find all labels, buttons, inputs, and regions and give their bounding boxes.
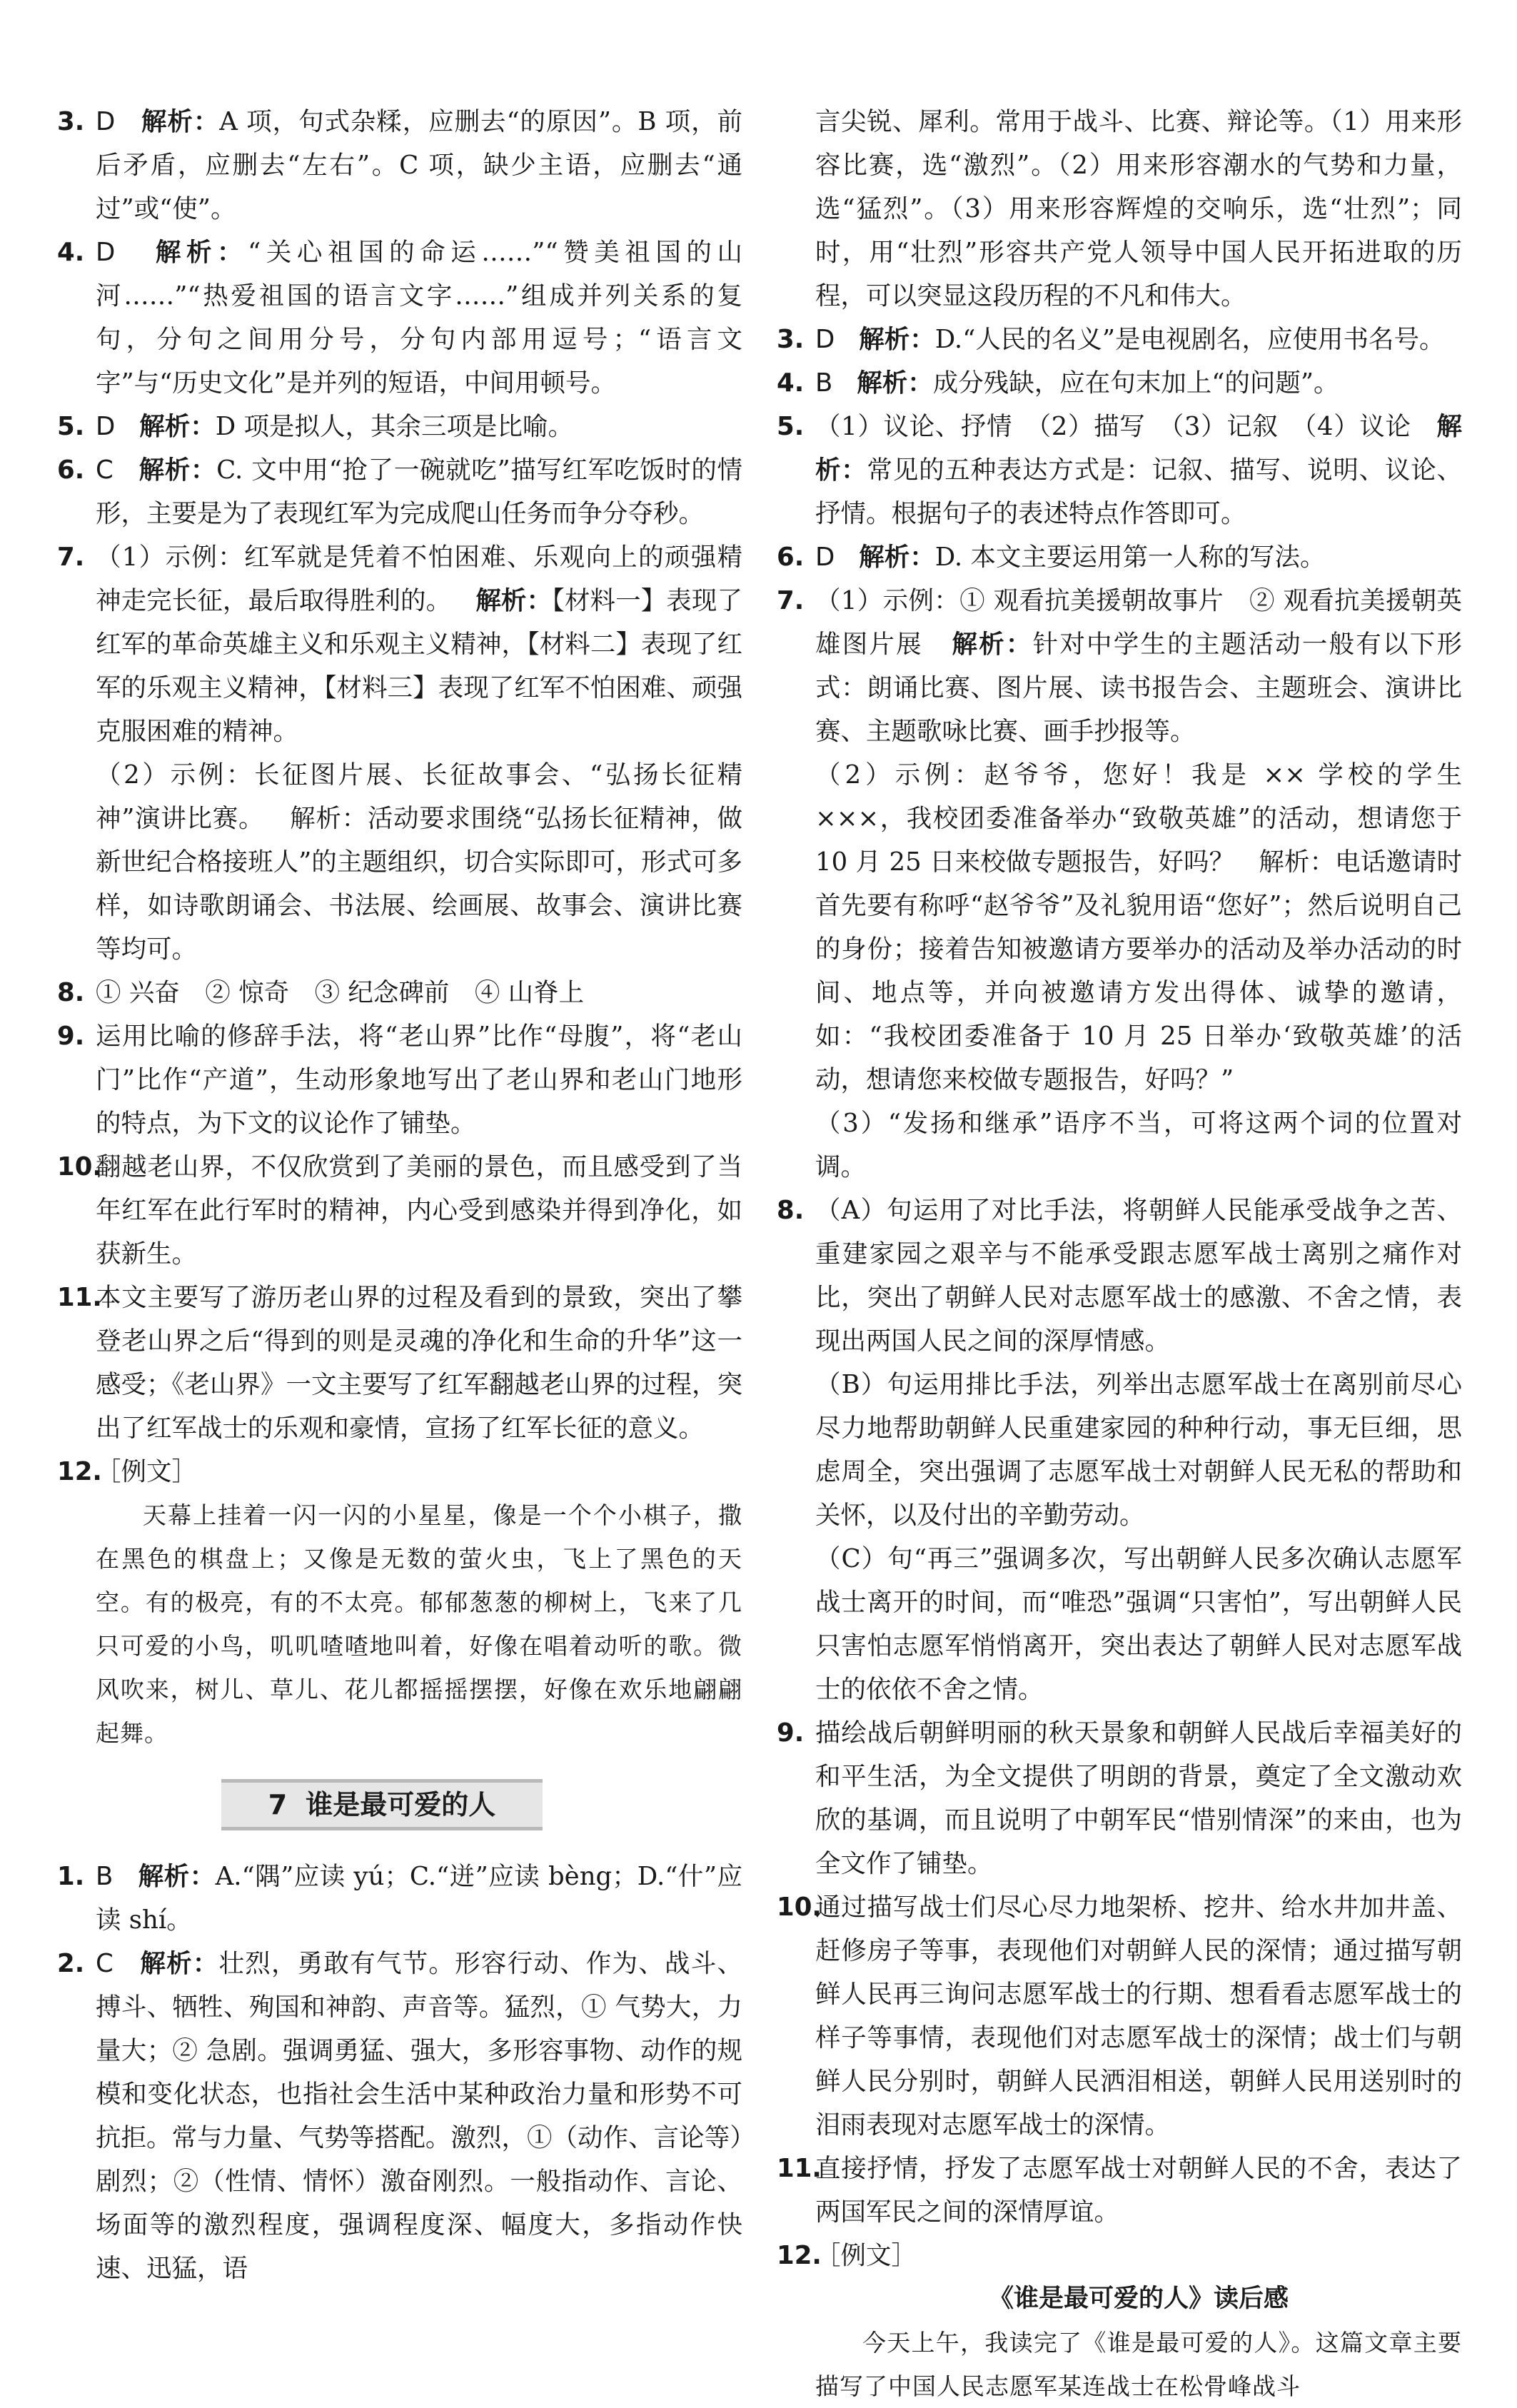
section-title: 谁是最可爱的人 [306,1789,496,1820]
item-number: 7. [57,543,85,572]
answer-s7-9 [777,1711,1462,1885]
part2-analysis: 电话邀请时首先要有称呼“赵爷爷”及礼貌用语“您好”；然后说明自己的身份；接着告知被邀请方要举办的活动及举办活动的时间、地点等，并向被邀请方发出得体、诚挚的邀请，如：“我校团委准备于 10 月 25 日举办‘致敬英雄’的活动，想请您来校做专题报告，好吗？” [815,847,1462,1094]
section-heading [221,1779,543,1830]
right-column [777,100,1462,2408]
answer-s7-11 [777,2147,1462,2234]
part-b-text: （B）句运用排比手法，列举出志愿军战士在离别前尽心尽力地帮助朝鲜人民重建家园的种种行动，事无巨细，思虑周全，突出强调了志愿军战士对朝鲜人民无私的帮助和关怀，以及付出的辛勤劳动。 [815,1370,1462,1530]
analysis-text: D 项是拟人，其余三项是比喻。 [215,412,573,441]
answer-9 [57,1014,742,1145]
answer-letter: D [96,238,116,267]
item-number: 8. [57,978,85,1007]
analysis-label: 解析： [140,1949,219,1978]
answer-10 [57,1145,742,1276]
item-number: 4. [777,368,805,398]
answer-s7-4 [777,361,1462,405]
part2-analysis: 活动要求围绕“弘扬长征精神，做新世纪合格接班人”的主题组织，切合实际即可，形式可多样，如诗歌朗诵会、书法展、绘画展、故事会、演讲比赛等均可。 [96,804,742,964]
analysis-text: C. 文中用“抢了一碗就吃”描写红军吃饭时的情形，主要是为了表现红军为完成爬山任务而争分夺秒。 [96,455,742,528]
analysis-label: 解析： [138,455,217,485]
item-number: 4. [57,238,85,267]
answer-11 [57,1276,742,1450]
analysis-text: “关心祖国的命运……”“赞美祖国的山河……”“热爱祖国的语言文字……”组成并列关系的复句，分句之间用分号，分句内部用逗号；“语言文字”与“历史文化”是并列的短语，中间用顿号。 [96,238,742,398]
item-number: 8. [777,1196,805,1225]
answer-text: 运用比喻的修辞手法，将“老山界”比作“母腹”，将“老山门”比作“产道”，生动形象地写出了老山界和老山门地形的特点，为下文的议论作了铺垫。 [96,1022,742,1138]
example-label: ［例文］ [96,1457,198,1486]
part3-text: （3）“发扬和继承”语序不当，可将这两个词的位置对调。 [815,1109,1462,1182]
analysis-label: 解析： [139,412,216,441]
part2-text: （2）示例：长征图片展、长征故事会、“弘扬长征精神”演讲比赛。 [96,760,742,833]
analysis-label: 解析： [290,804,368,833]
answer-s7-8-c [777,1537,1462,1711]
analysis-label: 解析： [141,107,220,136]
example-label: ［例文］ [815,2241,917,2270]
analysis-text: A.“隅”应读 yú；C.“迸”应读 bèng；D.“什”应读 shí。 [96,1862,742,1935]
item-number: 11. [777,2154,822,2183]
item-number: 1. [57,1862,85,1891]
answer-text: （1）议论、抒情 （2）描写 （3）记叙 （4）议论 [815,412,1411,441]
answer-s7-10 [777,1885,1462,2147]
analysis-label: 解析： [475,586,553,615]
answer-s7-2-continued [777,100,1462,318]
answer-3 [57,100,742,231]
item-number: 6. [777,543,805,572]
answer-letter: D [96,412,116,441]
analysis-label: 解析： [859,543,935,572]
answer-s7-2 [57,1942,742,2290]
answer-letter: C [96,1949,114,1978]
answer-s7-3 [777,318,1462,361]
part1-text: （1）示例：① 观看抗美援朝故事片 ② 观看抗美援朝英雄图片展 [815,586,1462,659]
analysis-label: 解析： [138,1862,216,1891]
answer-8 [57,971,742,1014]
answer-12 [57,1450,742,1493]
answer-s7-7-part3 [777,1102,1462,1189]
analysis-label: 解析： [155,238,248,267]
item-number: 10. [777,1893,822,1922]
answer-7-part2 [57,753,742,971]
item-number: 6. [57,455,85,485]
item-number: 5. [777,412,805,441]
left-column [57,100,742,2290]
analysis-text: D. 本文主要运用第一人称的写法。 [934,543,1326,572]
answer-s7-8 [777,1189,1462,1363]
analysis-label: 解析： [815,412,1462,485]
item-number: 11. [57,1283,102,1312]
answer-7 [57,535,742,753]
answer-s7-6 [777,535,1462,579]
item-number: 12. [777,2241,822,2270]
answer-s7-12 [777,2234,1462,2277]
answer-s7-7-part2 [777,753,1462,1102]
answer-4 [57,231,742,405]
part1-analysis: 【材料一】表现了红军的革命英雄主义和乐观主义精神，【材料二】表现了红军的乐观主义精神，【材料三】表现了红军不怕困难、顽强克服困难的精神。 [96,586,742,746]
part2-text: （2）示例：赵爷爷，您好！我是 ×× 学校的学生 ×××，我校团委准备举办“致敬英雄”的活动，想请您于 10 月 25 日来校做专题报告，好吗？ [815,760,1462,877]
answer-text: 直接抒情，抒发了志愿军战士对朝鲜人民的不舍，表达了两国军民之间的深情厚谊。 [815,2154,1462,2227]
analysis-text: A 项，句式杂糅，应删去“的原因”。B 项，前后矛盾，应删去“左右”。C 项，缺少主语，应删去“通过”或“使”。 [96,107,742,223]
answer-text: 翻越老山界，不仅欣赏到了美丽的景色，而且感受到了当年红军在此行军时的精神，内心受到感染并得到净化，如获新生。 [96,1152,742,1269]
analysis-label: 解析： [859,325,935,354]
essay-title: 《谁是最可爱的人》读后感 [988,2284,1289,2313]
answer-text: ① 兴奋 ② 惊奇 ③ 纪念碑前 ④ 山脊上 [96,978,585,1007]
answer-letter: D [815,325,835,354]
item-number: 3. [57,107,85,136]
analysis-text: D.“人民的名义”是电视剧名，应使用书名号。 [934,325,1445,354]
item-number: 9. [57,1022,85,1051]
answer-s7-7 [777,579,1462,753]
item-number: 12. [57,1457,102,1486]
answer-letter: D [815,543,835,572]
answer-text: 描绘战后朝鲜明丽的秋天景象和朝鲜人民战后幸福美好的和平生活，为全文提供了明朗的背景，奠定了全文激动欢欣的基调，而且说明了中朝军民“惜别情深”的来由，也为全文作了铺垫。 [815,1718,1462,1878]
example-essay: 今天上午，我读完了《谁是最可爱的人》。这篇文章主要描写了中国人民志愿军某连战士在松骨峰战斗 [815,2329,1462,2400]
item-number: 7. [777,586,805,615]
answer-5 [57,405,742,448]
analysis-label: 解析： [857,368,933,398]
answer-s7-5 [777,405,1462,535]
answer-letter: B [815,368,833,398]
answer-text: 通过描写战士们尽心尽力地架桥、挖井、给水井加井盖、赶修房子等事，表现他们对朝鲜人民的深情；通过描写朝鲜人民再三询问志愿军战士的行期、想看看志愿军战士的样子等事情，表现他们对志愿军战士的深情；战士们与朝鲜人民分别时，朝鲜人民洒泪相送，朝鲜人民用送别时的泪雨表现对志愿军战士的深情。 [815,1893,1462,2140]
answer-s7-1 [57,1855,742,1942]
analysis-label: 解析： [1259,847,1336,877]
item-number: 2. [57,1949,85,1978]
answer-6 [57,448,742,535]
example-essay: 天幕上挂着一闪一闪的小星星，像是一个个小棋子，撒在黑色的棋盘上；又像是无数的萤火虫，飞上了黑色的天空。有的极亮，有的不太亮。郁郁葱葱的柳树上，飞来了几只可爱的小鸟，叽叽喳喳地叫着，好像在唱着动听的歌。微风吹来，树儿、草儿、花儿都摇摇摆摆，好像在欢乐地翩翩起舞。 [96,1501,742,1747]
part1-analysis: 针对中学生的主题活动一般有以下形式：朗诵比赛、图片展、读书报告会、主题班会、演讲比赛、主题歌咏比赛、画手抄报等。 [815,630,1462,746]
analysis-text: 常见的五种表达方式是：记叙、描写、说明、议论、抒情。根据句子的表述特点作答即可。 [815,455,1462,528]
section-number: 7 [268,1789,288,1820]
item-number: 10. [57,1152,102,1182]
answer-letter: C [96,455,114,485]
part-a-text: （A）句运用了对比手法，将朝鲜人民能承受战争之苦、重建家园之艰辛与不能承受跟志愿军战士离别之痛作对比，突出了朝鲜人民对志愿军战士的感激、不舍之情，表现出两国人民之间的深厚情感。 [815,1196,1462,1356]
analysis-text: 成分残缺，应在句末加上“的问题”。 [932,368,1339,398]
part1-text: （1）示例：红军就是凭着不怕困难、乐观向上的顽强精神走完长征，最后取得胜利的。 [96,543,742,615]
answer-letter: B [96,1862,114,1891]
answer-text: 本文主要写了游历老山界的过程及看到的景致，突出了攀登老山界之后“得到的则是灵魂的净化和生命的升华”这一感受；《老山界》一文主要写了红军翻越老山界的过程，突出了红军战士的乐观和豪情，宣扬了红军长征的意义。 [96,1283,742,1443]
continued-text: 言尖锐、犀利。常用于战斗、比赛、辩论等。（1）用来形容比赛，选“激烈”。（2）用来形容潮水的气势和力量，选“猛烈”。（3）用来形容辉煌的交响乐，选“壮烈”；同时，用“壮烈”形容共产党人领导中国人民开拓进取的历程，可以突显这段历程的不凡和伟大。 [815,107,1462,311]
part-c-text: （C）句“再三”强调多次，写出朝鲜人民多次确认志愿军战士离开的时间，而“唯恐”强调“只害怕”，写出朝鲜人民只害怕志愿军悄悄离开，突出表达了朝鲜人民对志愿军战士的依依不舍之情。 [815,1544,1462,1704]
item-number: 5. [57,412,85,441]
item-number: 3. [777,325,805,354]
item-number: 9. [777,1718,805,1748]
analysis-text: 壮烈，勇敢有气节。形容行动、作为、战斗、搏斗、牺牲、殉国和神韵、声音等。猛烈，① 气势大，力量大；② 急剧。强调勇猛、强大，多形容事物、动作的规模和变化状态，也指社会生活中某种政治力量和形势不可抗拒。常与力量、气势等搭配。激烈，①（动作、言论等）剧烈；②（性情、情怀）激奋刚烈。一般指动作、言论、场面等的激烈程度，强调程度深、幅度大，多指动作快速、迅猛，语 [96,1949,742,2283]
analysis-label: 解析： [952,630,1033,659]
answer-letter: D [96,107,116,136]
answer-s7-8-b [777,1363,1462,1537]
